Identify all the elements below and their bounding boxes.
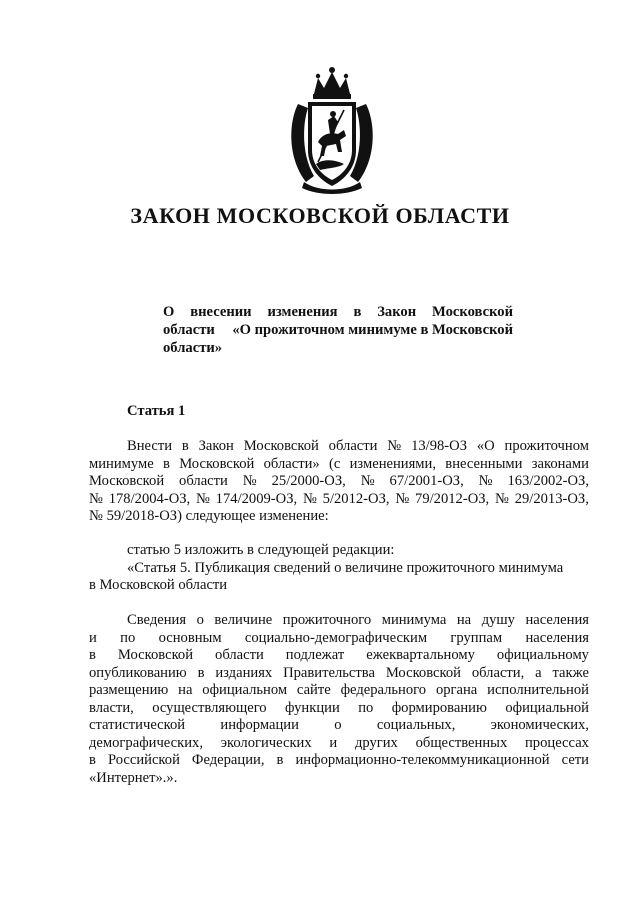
intro-paragraph xyxy=(89,438,589,526)
word: также xyxy=(552,664,589,681)
word: области xyxy=(328,438,378,454)
word: официальном xyxy=(202,682,288,698)
word: и xyxy=(329,734,338,751)
word: группам xyxy=(450,629,503,646)
subject-line xyxy=(163,321,513,339)
word: № xyxy=(494,490,509,507)
text-line xyxy=(89,491,589,509)
moscow-oblast-coat-of-arms-icon xyxy=(284,64,380,196)
text-line xyxy=(89,630,589,648)
word: № xyxy=(395,490,410,507)
word: официальному xyxy=(496,647,589,663)
word: изменениями, xyxy=(349,455,437,472)
word: области» xyxy=(163,340,223,356)
word: процессах xyxy=(525,734,589,751)
word: исполнительной xyxy=(487,682,589,698)
text-line xyxy=(89,560,589,578)
word: ежеквартальному xyxy=(366,647,475,663)
word: № xyxy=(89,490,103,507)
word: в xyxy=(181,438,189,454)
word: Закон xyxy=(198,438,234,454)
text-line xyxy=(89,665,589,683)
word: Внести xyxy=(127,438,173,454)
word: формированию xyxy=(391,699,487,716)
word: «Интернет».». xyxy=(89,769,178,786)
word: «О xyxy=(476,438,495,454)
word: 163/2002-ОЗ, xyxy=(507,473,589,489)
word: 29/2013-ОЗ, xyxy=(514,490,589,507)
text-line xyxy=(89,456,589,474)
word: № xyxy=(195,490,210,507)
article-5-body xyxy=(89,612,589,787)
word: № xyxy=(242,473,257,489)
word: по xyxy=(120,629,136,646)
word: 178/2004-ОЗ, xyxy=(108,490,191,507)
word: информационно-телекоммуникационной xyxy=(295,752,550,768)
word: в xyxy=(163,455,170,472)
text-line xyxy=(89,542,589,560)
word: 13/98-ОЗ xyxy=(411,438,468,454)
word: информации xyxy=(220,717,299,733)
text-line xyxy=(89,647,589,665)
subject-line xyxy=(163,339,513,357)
word: Московской xyxy=(89,473,165,489)
word: в xyxy=(89,647,96,663)
word: статистической xyxy=(89,717,186,733)
word: № xyxy=(478,473,493,489)
word: Московской xyxy=(385,664,461,681)
text-line xyxy=(89,508,589,526)
word: О xyxy=(163,304,175,320)
word: душу xyxy=(481,612,515,628)
word: 5/2012-ОЗ, xyxy=(322,490,390,507)
word: Федерации, xyxy=(191,752,265,768)
word: области xyxy=(215,647,264,663)
text-line xyxy=(89,770,589,788)
word: внесении xyxy=(190,304,252,320)
word: изменения xyxy=(267,304,338,320)
word: Московской xyxy=(432,304,513,320)
word: области xyxy=(163,322,215,338)
word: о xyxy=(196,612,204,628)
text-line xyxy=(89,577,589,595)
word: 79/2012-ОЗ, xyxy=(415,490,490,507)
word: статью 5 изложить в следующей редакции: xyxy=(127,542,395,558)
text-line xyxy=(89,438,589,456)
word: области» xyxy=(263,455,320,472)
word: экологических xyxy=(220,734,312,751)
amendment-paragraph xyxy=(89,542,589,595)
word: и xyxy=(89,629,97,646)
text-line xyxy=(89,700,589,718)
word: экономических, xyxy=(490,717,589,733)
word: в xyxy=(89,752,96,768)
word: размещению xyxy=(89,682,169,698)
word: № xyxy=(387,438,402,454)
word: № xyxy=(360,473,375,489)
word: 174/2009-ОЗ, xyxy=(215,490,298,507)
word: (с xyxy=(328,455,341,472)
word: в xyxy=(197,664,205,681)
word: подлежат xyxy=(285,647,345,663)
word: № 59/2018-ОЗ) следующее изменение: xyxy=(89,508,329,524)
word: официальной xyxy=(505,699,589,716)
word: 67/2001-ОЗ, xyxy=(389,473,464,489)
word: других xyxy=(354,734,398,751)
text-line xyxy=(89,735,589,753)
word: социально-демографическим xyxy=(244,629,428,646)
word: населения xyxy=(525,629,589,646)
word: Правительства xyxy=(283,664,375,681)
word: Сведения xyxy=(127,612,187,628)
text-line xyxy=(89,473,589,491)
word: Московской xyxy=(243,438,319,454)
word: внесенными xyxy=(445,455,523,472)
word: федерального xyxy=(340,682,427,698)
word: на xyxy=(178,682,193,698)
word: Закон xyxy=(377,304,417,320)
word: органа xyxy=(435,682,478,698)
word: области xyxy=(179,473,228,489)
law-title: ЗАКОН МОСКОВСКОЙ ОБЛАСТИ xyxy=(130,203,510,228)
subject-line xyxy=(163,303,513,321)
word: демографических, xyxy=(89,734,203,751)
word: функции xyxy=(285,699,340,716)
word: Московской xyxy=(117,647,194,663)
word: № xyxy=(302,490,317,507)
word: основным xyxy=(158,629,222,646)
article-heading: Статья 1 xyxy=(127,403,186,419)
word: осуществляющего xyxy=(152,699,267,716)
text-line xyxy=(89,717,589,735)
word: опубликованию xyxy=(89,664,187,681)
word: населения xyxy=(525,612,589,628)
law-subject xyxy=(163,303,513,357)
text-line xyxy=(89,682,589,700)
word: а xyxy=(535,664,542,681)
word: в xyxy=(276,752,284,768)
word: сайте xyxy=(296,682,331,698)
word: законами xyxy=(531,455,589,472)
word: на xyxy=(456,612,472,628)
word: о xyxy=(334,717,342,733)
word: в xyxy=(353,304,362,320)
word: власти, xyxy=(89,699,134,716)
word: прожиточном xyxy=(504,438,589,454)
word: Российской xyxy=(107,752,180,768)
word: области, xyxy=(471,664,525,681)
word: социальных, xyxy=(376,717,456,733)
word: в Московской области xyxy=(89,577,228,593)
word: прожиточного xyxy=(282,612,372,628)
word: 25/2000-ОЗ, xyxy=(271,473,346,489)
word: величине xyxy=(214,612,273,628)
word: изданиях xyxy=(215,664,273,681)
word: минимуме xyxy=(89,455,154,472)
text-line xyxy=(89,752,589,770)
word: минимума xyxy=(381,612,447,628)
word: «О прожиточном минимуме в Московской xyxy=(232,322,513,338)
word: по xyxy=(358,699,374,716)
word: «Статья 5. Публикация сведений о величине прожиточного минимума xyxy=(127,559,564,576)
word: Московской xyxy=(179,455,255,472)
word: сети xyxy=(561,752,589,768)
text-line xyxy=(89,612,589,630)
word: общественных xyxy=(415,734,508,751)
